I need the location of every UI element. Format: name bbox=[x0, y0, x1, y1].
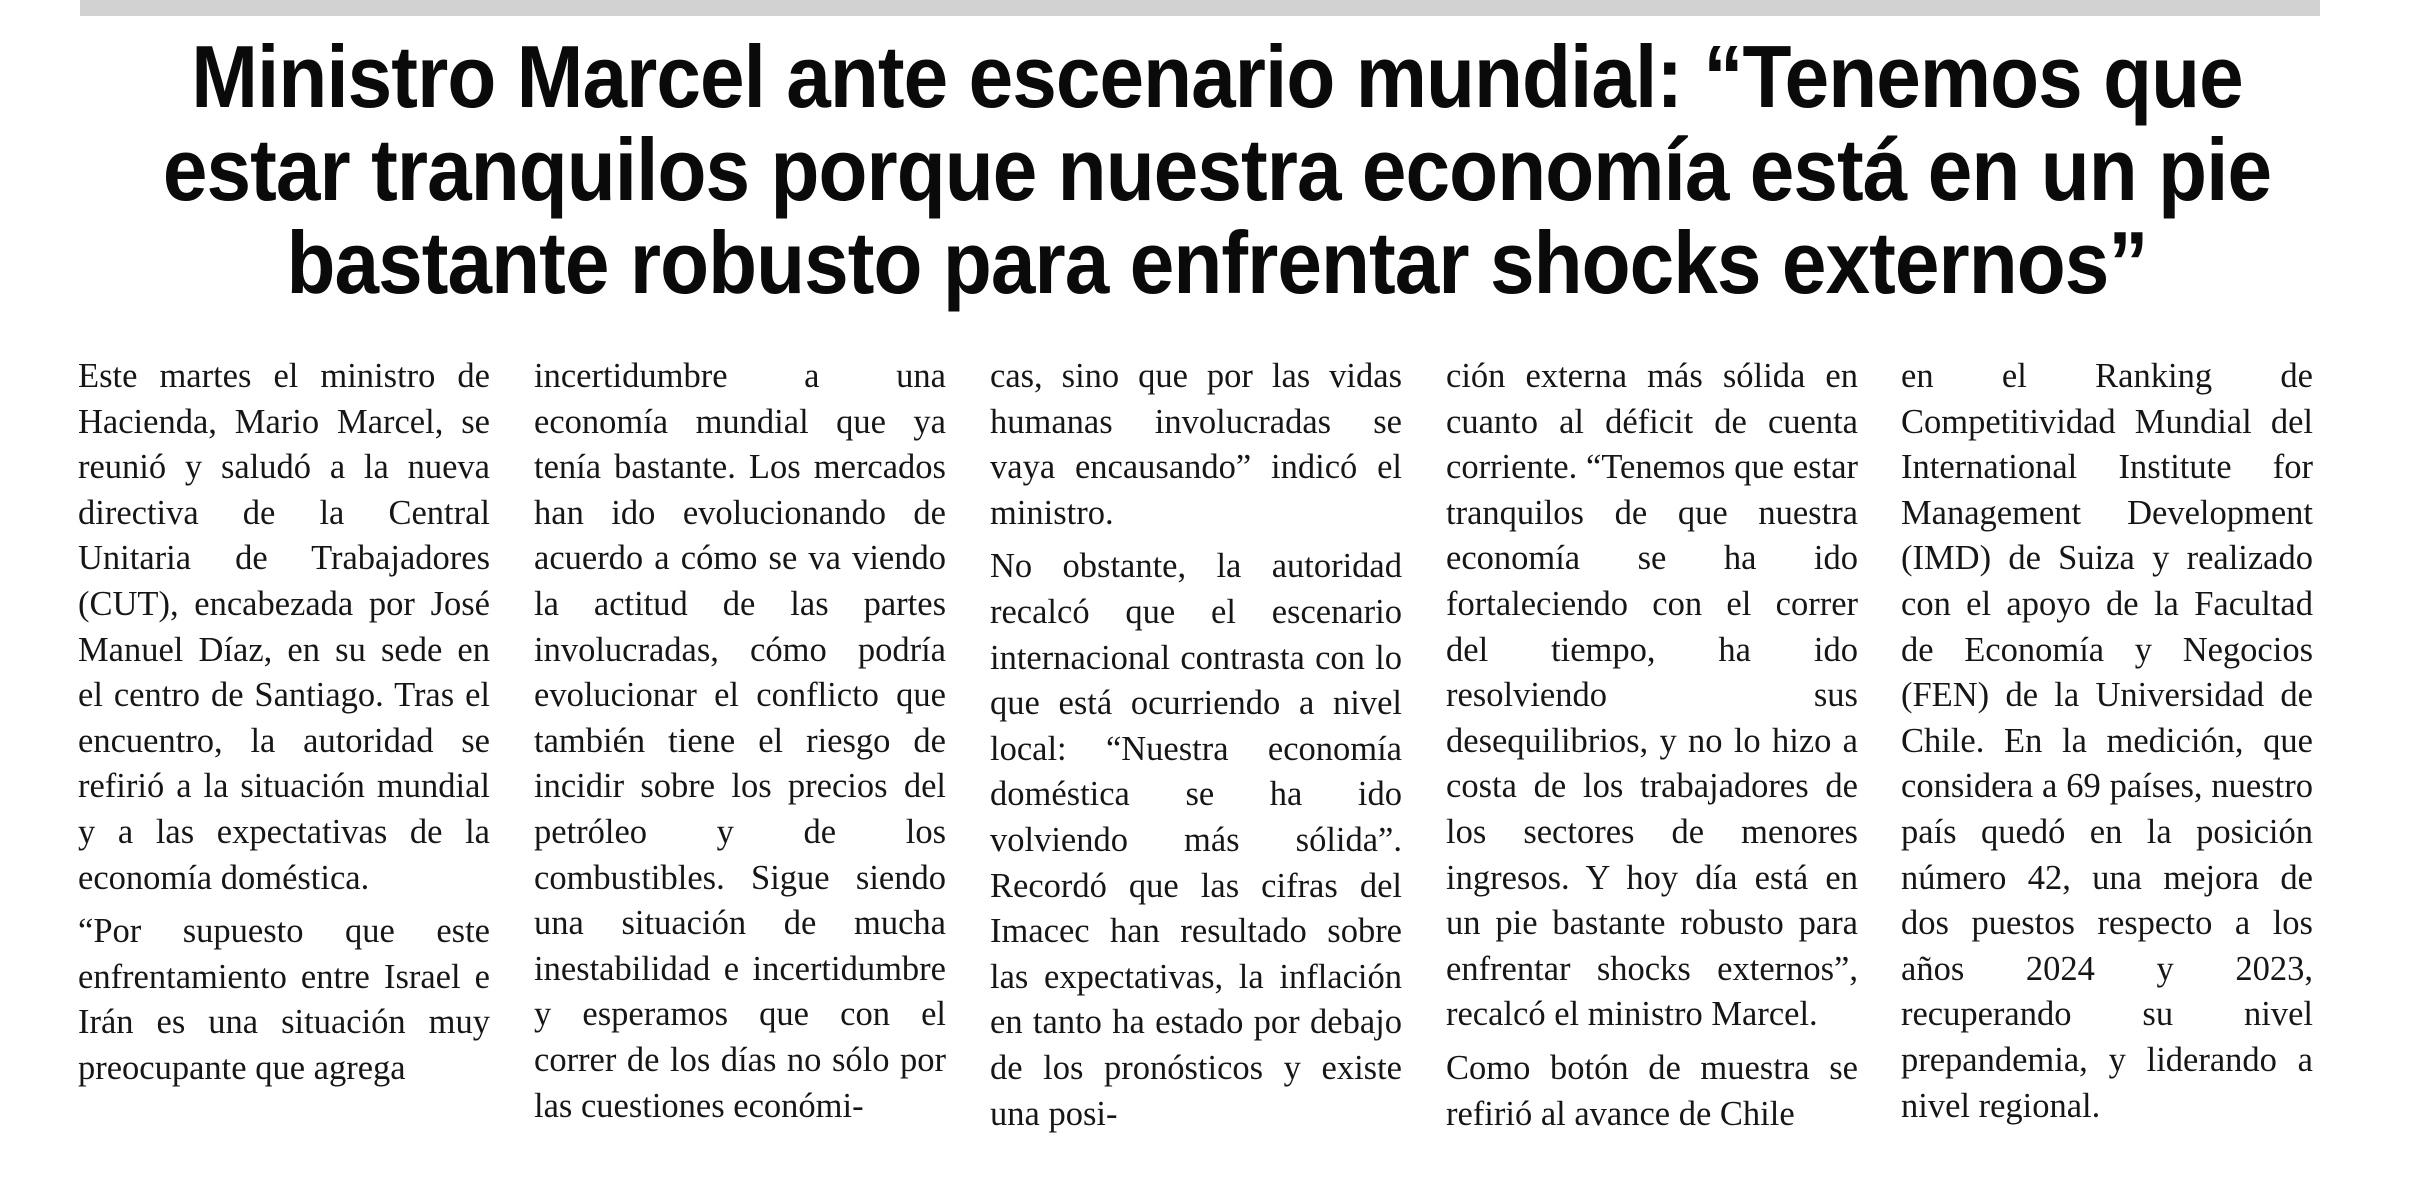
article-column-2 bbox=[534, 354, 946, 1137]
paragraph: Este martes el ministro de Hacienda, Mario Marcel, se reunió y saludó a la nueva directiva de la Central Unitaria de Trabajadores (CUT), encabezada por José Manuel Díaz, en su sede en el centro de Santiago. Tras el encuentro, la autoridad se refirió a la situación mundial y a las expectativas de la economía doméstica. bbox=[78, 357, 490, 897]
top-rule bbox=[80, 0, 2320, 16]
paragraph: incertidumbre a una economía mundial que ya tenía bastante. Los mercados han ido evolucionando de acuerdo a cómo se va viendo la actitud de las partes involucradas, cómo podría evolucionar el conflicto que también tiene el riesgo de incidir sobre los precios del petróleo y de los combustibles. Sigue siendo una situación de mucha inestabilidad e incertidumbre y esperamos que con el correr de los días no sólo por las cuestiones económi- bbox=[534, 357, 946, 1125]
article-column-3 bbox=[990, 354, 1402, 1145]
headline: Ministro Marcel ante escenario mundial: “Tenemos que estar tranquilos porque nuestra economía está en un pie bastante robusto para enfrentar shocks externos” bbox=[162, 27, 2272, 312]
article-column-4 bbox=[1446, 354, 1858, 1145]
paragraph: “Por supuesto que este enfrentamiento entre Israel e Irán es una situación muy preocupante que agrega bbox=[78, 912, 490, 1087]
article-column-5 bbox=[1901, 354, 2313, 1137]
article-body bbox=[78, 354, 2313, 1154]
paragraph: en el Ranking de Competitividad Mundial del International Institute for Management Development (IMD) de Suiza y realizado con el apoyo de la Facultad de Economía y Negocios (FEN) de la Universidad de Chile. En la medición, que considera a 69 países, nuestro país quedó en la posición número 42, una mejora de dos puestos respecto a los años 2024 y 2023, recuperando su nivel prepandemia, y liderando a nivel regional. bbox=[1901, 357, 2313, 1125]
paragraph: cas, sino que por las vidas humanas involucradas se vaya encausando” indicó el ministro. bbox=[990, 357, 1402, 532]
paragraph: Como botón de muestra se refirió al avance de Chile bbox=[1446, 1048, 1858, 1133]
paragraph: ción externa más sólida en cuanto al déficit de cuenta corriente. “Tenemos que estar tranquilos de que nuestra economía se ha ido fortaleciendo con el correr del tiempo, ha ido resolviendo sus desequilibrios, y no lo hizo a costa de los trabajadores de los sectores de menores ingresos. Y hoy día está en un pie bastante robusto para enfrentar shocks externos”, recalcó el ministro Marcel. bbox=[1446, 357, 1858, 1034]
article-column-1 bbox=[78, 354, 490, 1100]
paragraph: No obstante, la autoridad recalcó que el escenario internacional contrasta con lo que está ocurriendo a nivel local: “Nuestra economía doméstica se ha ido volviendo más sólida”. Recordó que las cifras del Imacec han resultado sobre las expectativas, la inflación en tanto ha estado por debajo de los pronósticos y existe una posi- bbox=[990, 547, 1402, 1133]
